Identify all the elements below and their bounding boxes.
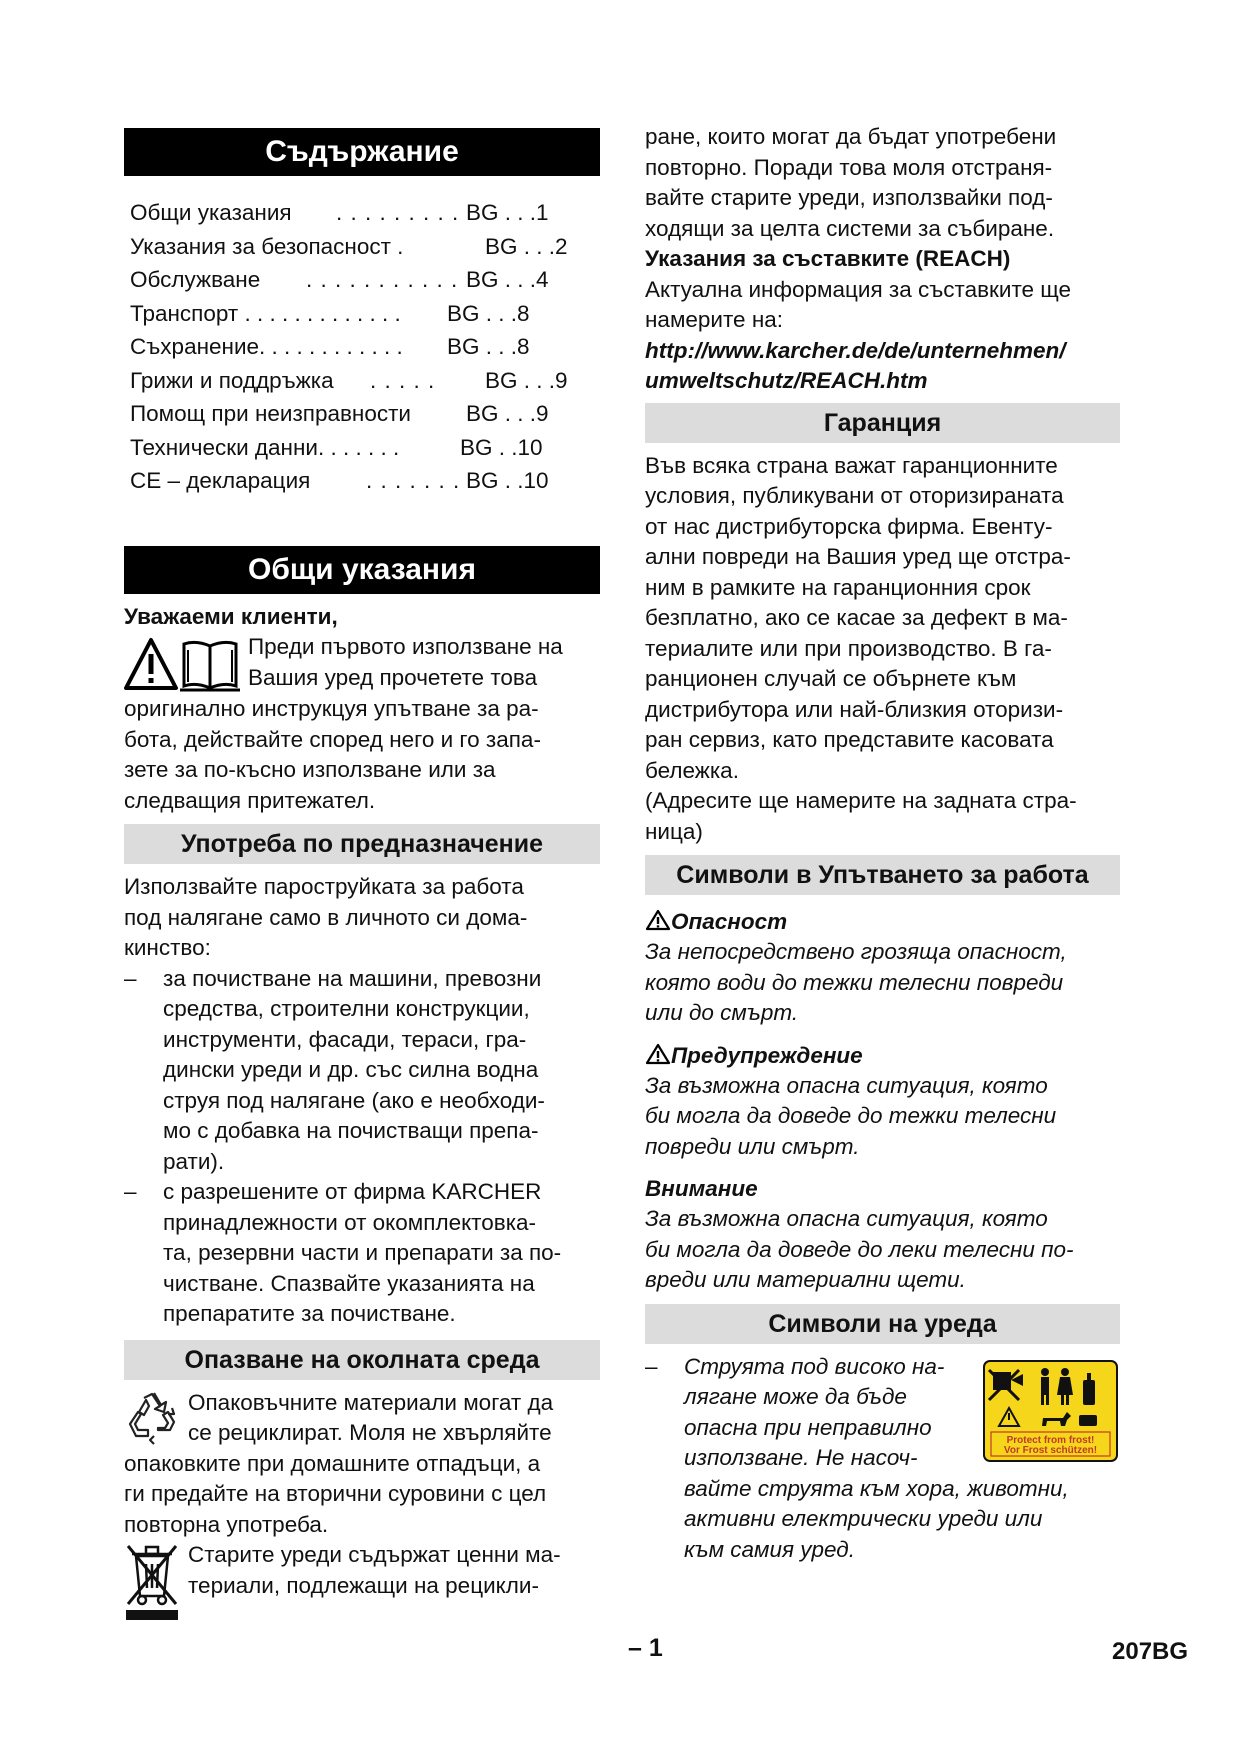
text-line: повторна употреба. — [124, 1511, 329, 1537]
read-manual-icon — [124, 636, 242, 694]
text-line: ним в рамките на гаранционния срок — [645, 574, 1031, 600]
text-line: Във всяка страна важат гаранционните — [645, 452, 1058, 478]
toc-page: BG . . .8 — [447, 334, 530, 359]
frost-warning-label-icon — [983, 1360, 1118, 1462]
toc-page: BG . . .9 — [485, 367, 568, 393]
text-line: принадлежности от окомплектовка- — [163, 1209, 537, 1235]
text-line: (Адресите ще намерите на задната стра- — [645, 788, 1077, 813]
text-line: повторно. Поради това моля отстраня- — [645, 154, 1053, 180]
toc-dots: . . . . . . . . . — [336, 200, 460, 225]
text-line: или до смърт. — [645, 1000, 799, 1025]
warning-triangle-icon — [645, 909, 671, 931]
text-line: териалите или при производство. В га- — [645, 635, 1052, 661]
toc-page: BG . . .4 — [466, 267, 549, 292]
dash-bullet: – — [124, 1179, 137, 1204]
warranty-text — [645, 451, 1120, 848]
text-line: ране, които могат да бъдат употребени — [645, 124, 1057, 149]
crossed-bin-icon — [124, 1542, 180, 1622]
text-line: бележка. — [645, 757, 739, 783]
intro-text-line: Вашия уред прочетете това — [248, 664, 538, 690]
text-line: та, резервни части и препарати за по- — [163, 1240, 562, 1265]
toc-title: Съдържание — [124, 128, 600, 176]
intro-block — [124, 632, 600, 816]
text-line: към самия уред. — [684, 1536, 855, 1562]
dear-customers: Уважаеми клиенти, — [124, 603, 338, 629]
page-number: – 1 — [628, 1634, 663, 1662]
text-line: опаковките при домашните отпадъци, а — [124, 1450, 541, 1476]
text-line: Използвайте пароструйката за работа — [124, 874, 524, 899]
toc-row[interactable] — [130, 397, 600, 431]
dash-bullet: – — [645, 1353, 658, 1379]
toc-row[interactable] — [130, 330, 600, 364]
text-line: кинство: — [124, 935, 211, 960]
page-code: 207BG — [1112, 1638, 1189, 1665]
intro-text-line: следващия притежател. — [124, 787, 376, 813]
danger-title-text: Опасност — [671, 909, 788, 934]
toc-label: Съхранение. . . . . . . . . . . . — [130, 334, 403, 359]
text-line: Старите уреди съдържат ценни ма- — [188, 1542, 561, 1567]
intro-text-line: бота, действайте според него и го запа- — [124, 726, 541, 752]
text-line: чистване. Спазвайте указанията на — [163, 1270, 535, 1296]
left-column — [124, 128, 600, 1622]
text-line: би могла да доведе до леки телесни по- — [645, 1236, 1074, 1262]
toc-row[interactable] — [130, 230, 600, 264]
environment-block — [124, 1388, 600, 1602]
toc-row[interactable] — [130, 431, 600, 465]
table-of-contents — [130, 196, 600, 498]
text-line: лягане може да бъде — [684, 1384, 907, 1409]
reach-link[interactable]: http://www.karcher.de/de/unternehmen/ — [645, 337, 1066, 363]
toc-dots: . . . . . . . . . . . — [306, 267, 459, 292]
text-line: За непосредствено грозяща опасност, — [645, 939, 1067, 964]
text-line: мо с добавка на почистващи препа- — [163, 1118, 539, 1143]
toc-row[interactable] — [130, 263, 600, 297]
dash-bullet: – — [124, 965, 137, 991]
text-line: За възможна опасна ситуация, която — [645, 1206, 1048, 1231]
danger-title — [645, 907, 1120, 937]
toc-dots: . . . . . . . — [366, 468, 461, 493]
toc-label: Технически данни. . . . . . . — [130, 434, 400, 460]
frost-label-text-en: Protect from frost! — [1006, 1434, 1095, 1446]
text-line: намерите на: — [645, 307, 784, 332]
reach-title: Указания за съставките (REACH) — [645, 246, 1011, 271]
toc-page: BG . .10 — [460, 434, 543, 460]
list-item — [124, 964, 600, 1178]
toc-dots: . . . . . — [370, 367, 436, 393]
text-line: рати). — [163, 1148, 225, 1174]
text-line: вреди или материални щети. — [645, 1267, 966, 1292]
text-line: струя под налягане (ако е необходи- — [163, 1087, 545, 1113]
text-line: инструменти, фасади, тераси, гра- — [163, 1026, 527, 1052]
toc-label: Указания за безопасност . — [130, 233, 404, 259]
text-line: повреди или смърт. — [645, 1133, 860, 1159]
toc-label: Помощ при неизправности — [130, 401, 411, 426]
text-line: вайте старите уреди, използвайки под- — [645, 185, 1053, 210]
text-line: условия, публикувани от оторизираната — [645, 483, 1064, 508]
environment-title: Опазване на околната среда — [124, 1340, 600, 1380]
device-symbol-item — [645, 1352, 1120, 1566]
recycle-icon — [124, 1390, 180, 1446]
text-line: която води до тежки телесни повреди — [645, 969, 1064, 995]
warning-title — [645, 1041, 1120, 1071]
warning-title-text: Предупреждение — [671, 1042, 863, 1068]
text-line: териали, подлежащи на рецикли- — [188, 1572, 539, 1598]
toc-page: BG . . .8 — [447, 300, 530, 326]
text-line: безплатно, ако се касае за дефект в ма- — [645, 605, 1068, 630]
general-notes-title: Общи указания — [124, 546, 600, 594]
toc-label: Грижи и поддръжка — [130, 367, 334, 393]
text-line: ран сервиз, като представите касовата — [645, 727, 1054, 752]
toc-label: Обслужване — [130, 267, 261, 292]
toc-page: BG . .10 — [466, 468, 549, 493]
toc-page: BG . . .2 — [485, 233, 568, 259]
caution-title: Внимание — [645, 1176, 758, 1201]
symbols-device-title: Символи на уреда — [645, 1304, 1120, 1344]
text-line: с разрешените от фирма KARCHER — [163, 1179, 542, 1204]
intended-use-title: Употреба по предназначение — [124, 824, 600, 864]
toc-row[interactable] — [130, 297, 600, 331]
intro-text-line: зете за по-късно използване или за — [124, 757, 496, 782]
text-line: препаратите за почистване. — [163, 1301, 456, 1326]
intended-use-text — [124, 872, 600, 964]
reach-link[interactable]: umweltschutz/REACH.htm — [645, 368, 928, 393]
toc-row[interactable] — [130, 464, 600, 498]
text-line: За възможна опасна ситуация, която — [645, 1072, 1048, 1098]
warning-triangle-icon — [645, 1043, 671, 1065]
symbols-manual-title: Символи в Упътването за работа — [645, 855, 1120, 895]
list-item — [124, 1177, 600, 1330]
text-line: опасна при неправилно — [684, 1414, 932, 1440]
text-line: средства, строителни конструкции, — [163, 996, 530, 1021]
text-line: дистрибутора или най-близкия оторизи- — [645, 696, 1064, 722]
right-column — [645, 122, 1120, 1565]
toc-row[interactable] — [130, 364, 600, 398]
text-line: използване. Не насоч- — [684, 1445, 918, 1470]
intro-text-line: Преди първото използване на — [248, 634, 563, 659]
warning-block — [645, 1041, 1120, 1163]
text-line: би могла да доведе до тежки телесни — [645, 1103, 1057, 1128]
toc-page: BG . . .9 — [466, 401, 549, 426]
text-line: дински уреди и др. със силна водна — [163, 1057, 539, 1082]
toc-label: Транспорт . . . . . . . . . . . . . — [130, 300, 401, 326]
text-line: ранционен случай се обърнете към — [645, 666, 1017, 691]
text-line: ални повреди на Вашия уред ще отстра- — [645, 544, 1071, 569]
toc-label: Общи указания — [130, 200, 292, 225]
text-line: Опаковъчните материали могат да — [188, 1389, 554, 1415]
frost-label-text-de: Vor Frost schützen! — [1003, 1444, 1098, 1456]
text-line: от нас дистрибуторска фирма. Евенту- — [645, 513, 1053, 539]
text-line: ходящи за целта системи за събиране. — [645, 215, 1055, 241]
text-line: вайте струята към хора, животни, — [684, 1475, 1069, 1501]
text-line: за почистване на машини, превозни — [163, 965, 542, 991]
text-line: ги предайте на вторични суровини с цел — [124, 1481, 547, 1506]
text-line: се рециклират. Моля не хвърляйте — [188, 1420, 552, 1445]
toc-row[interactable] — [130, 196, 600, 230]
toc-page: BG . . .1 — [466, 200, 549, 225]
text-line: Струята под високо на- — [684, 1353, 945, 1379]
text-line: ница) — [645, 818, 703, 844]
caution-block — [645, 1174, 1120, 1296]
text-line: Актуална информация за съставките ще — [645, 276, 1072, 302]
text-line: активни електрически уреди или — [684, 1506, 1043, 1531]
text-line: под налягане само в личното си дома- — [124, 904, 528, 930]
toc-label: CE – декларация — [130, 468, 311, 493]
danger-block — [645, 907, 1120, 1029]
intro-text-line: оригинално инструкцуя упътване за ра- — [124, 696, 539, 721]
warranty-title: Гаранция — [645, 403, 1120, 443]
